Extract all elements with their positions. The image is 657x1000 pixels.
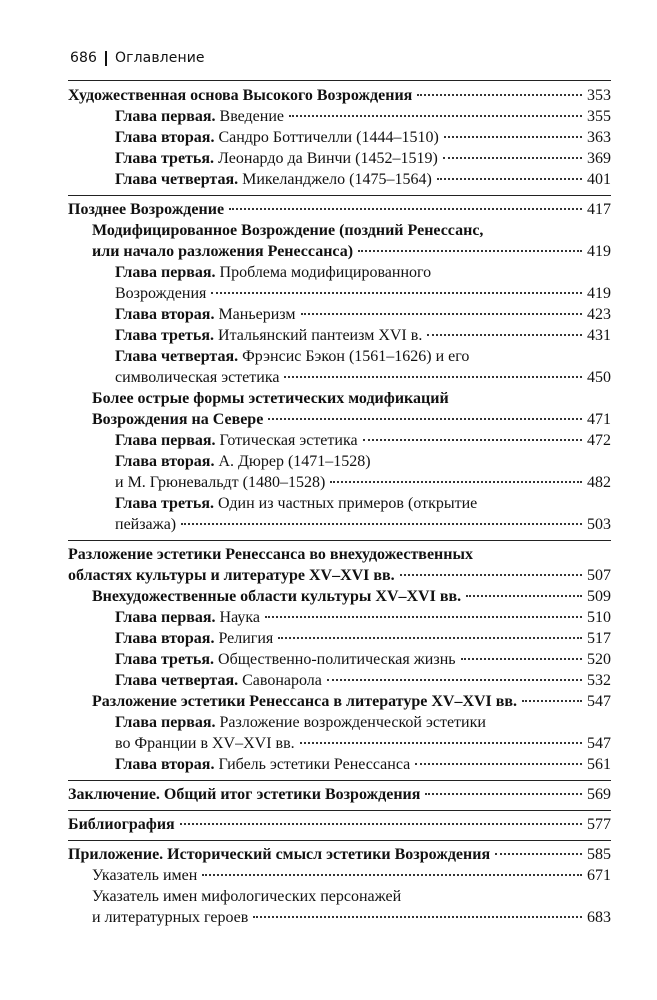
- toc-entry: [68, 451, 611, 472]
- toc-entry-heading: или начало разложения Ренессанса): [92, 243, 354, 260]
- toc-page-number: 683: [587, 909, 611, 926]
- toc-entry-title: [68, 85, 412, 106]
- toc-entry-title: [92, 241, 353, 262]
- toc-entry-heading: Приложение. Исторический смысл эстетики Возрождения: [68, 846, 491, 863]
- dot-leader: [278, 637, 582, 639]
- toc-entry-title: [92, 907, 248, 928]
- toc-entry-heading: Глава первая.: [115, 108, 216, 125]
- toc-entry-heading: Глава вторая.: [115, 453, 215, 470]
- toc-page-number: 472: [587, 432, 611, 449]
- toc-entry-heading: Глава первая.: [115, 609, 216, 626]
- toc-entry-title: [92, 220, 483, 241]
- dot-leader: [425, 793, 582, 795]
- toc-entry-heading: Глава вторая.: [115, 756, 215, 773]
- toc-page-number: 561: [587, 756, 611, 773]
- toc-entry-title: [115, 670, 322, 691]
- toc-entry-title: [115, 514, 176, 535]
- dot-leader: [327, 679, 582, 681]
- toc-entry-heading: Разложение эстетики Ренессанса в литературе XV–XVI вв.: [92, 693, 518, 710]
- toc-page-number: 509: [587, 588, 611, 605]
- toc-section: [68, 80, 611, 195]
- toc-entry: [68, 712, 611, 733]
- toc-section: [68, 810, 611, 840]
- toc-page-number: 423: [587, 306, 611, 323]
- toc-entry-heading: Глава вторая.: [115, 129, 215, 146]
- toc-entry: [68, 346, 611, 367]
- toc-entry-title: [92, 388, 449, 409]
- toc-page-number: 503: [587, 516, 611, 533]
- toc-entry: [68, 649, 611, 670]
- toc-entry: [68, 784, 611, 805]
- dot-leader: [300, 742, 582, 744]
- dot-leader: [253, 916, 582, 918]
- page-number: 686: [70, 50, 98, 66]
- toc-page-number: 671: [587, 867, 611, 884]
- toc-entry: [68, 85, 611, 106]
- toc-page-number: 577: [587, 816, 611, 833]
- dot-leader: [417, 94, 582, 96]
- dot-leader: [461, 658, 582, 660]
- toc-entry: [68, 733, 611, 754]
- toc-entry-title: [68, 565, 395, 586]
- toc-entry-title: [92, 886, 401, 907]
- toc-entry-title: [115, 712, 486, 733]
- toc-entry-title: [68, 784, 420, 805]
- toc-page-number: 547: [587, 735, 611, 752]
- toc-entry-text: Итальянский пантеизм XVI в.: [214, 327, 423, 344]
- toc-entry-heading: Глава третья.: [115, 495, 215, 512]
- toc-entry-heading: Модифицированное Возрождение (поздний Ренессанс,: [92, 222, 484, 239]
- toc-entry-title: [92, 586, 461, 607]
- toc-entry-text: Леонардо да Винчи (1452–1519): [214, 150, 438, 167]
- toc-entry-heading: Позднее Возрождение: [68, 201, 225, 218]
- toc-entry-text: и М. Грюневальдт (1480–1528): [115, 474, 326, 491]
- toc-entry-heading: Глава четвертая.: [115, 672, 239, 689]
- toc-page-number: 353: [587, 87, 611, 104]
- dot-leader: [358, 250, 582, 252]
- toc-entry-title: [115, 106, 284, 127]
- toc-entry: [68, 907, 611, 928]
- toc-entry-text: Наука: [215, 609, 260, 626]
- toc-entry-title: [92, 865, 197, 886]
- dot-leader: [229, 208, 582, 210]
- toc-entry: [68, 367, 611, 388]
- toc-entry-title: [115, 628, 273, 649]
- toc-page-number: 401: [587, 171, 611, 188]
- dot-leader: [265, 616, 582, 618]
- toc-page-number: 471: [587, 411, 611, 428]
- toc-entry-heading: Глава третья.: [115, 150, 215, 167]
- toc-entry-title: [115, 430, 358, 451]
- toc-page-number: 355: [587, 108, 611, 125]
- dot-leader: [301, 313, 582, 315]
- toc-entry-heading: Глава четвертая.: [115, 171, 239, 188]
- toc-page-number: 419: [587, 285, 611, 302]
- toc-entry-text: А. Дюрер (1471–1528): [214, 453, 371, 470]
- toc-entry: [68, 670, 611, 691]
- toc-entry-title: [115, 325, 422, 346]
- toc-section: [68, 540, 611, 780]
- toc-entry-title: [92, 409, 263, 430]
- toc-page-number: 569: [587, 786, 611, 803]
- toc-entry-text: Введение: [215, 108, 285, 125]
- toc-entry-title: [115, 346, 469, 367]
- toc-entry-heading: Возрождения на Севере: [92, 411, 264, 428]
- toc-entry-text: Разложение возрожденческой эстетики: [215, 714, 486, 731]
- dot-leader: [495, 853, 582, 855]
- toc-entry-title: [115, 283, 206, 304]
- toc-entry: [68, 754, 611, 775]
- toc-entry-text: Сандро Боттичелли (1444–1510): [214, 129, 439, 146]
- toc-entry: [68, 586, 611, 607]
- toc-page-number: 369: [587, 150, 611, 167]
- dot-leader: [284, 376, 582, 378]
- toc-entry: [68, 844, 611, 865]
- toc-page-number: 482: [587, 474, 611, 491]
- toc-entry-heading: Глава вторая.: [115, 630, 215, 647]
- toc-entry-title: [92, 691, 517, 712]
- toc-entry: [68, 472, 611, 493]
- toc-entry: [68, 409, 611, 430]
- toc-entry-title: [68, 199, 224, 220]
- toc-entry: [68, 262, 611, 283]
- dot-leader: [181, 523, 582, 525]
- toc-entry-heading: Заключение. Общий итог эстетики Возрождения: [68, 786, 421, 803]
- toc-entry-title: [115, 367, 279, 388]
- toc-entry-text: и литературных героев: [92, 909, 249, 926]
- toc-entry: [68, 430, 611, 451]
- toc-page-number: 510: [587, 609, 611, 626]
- toc-entry: [68, 148, 611, 169]
- toc-entry-title: [68, 814, 175, 835]
- toc-page-number: 532: [587, 672, 611, 689]
- toc-entry: [68, 565, 611, 586]
- toc-entry-text: Гибель эстетики Ренессанса: [214, 756, 411, 773]
- dot-leader: [466, 595, 582, 597]
- toc-entry: [68, 304, 611, 325]
- toc-page-number: 517: [587, 630, 611, 647]
- toc-entry: [68, 865, 611, 886]
- toc-entry-title: [115, 493, 477, 514]
- toc-entry-heading: Глава первая.: [115, 432, 216, 449]
- toc-entry: [68, 127, 611, 148]
- toc-entry: [68, 199, 611, 220]
- toc-page-number: 585: [587, 846, 611, 863]
- toc-entry-title: [115, 304, 296, 325]
- toc-entry-text: Фрэнсис Бэкон (1561–1626) и его: [238, 348, 470, 365]
- toc-page-number: 363: [587, 129, 611, 146]
- toc-section: [68, 780, 611, 810]
- dot-leader: [289, 115, 582, 117]
- dot-leader: [415, 763, 582, 765]
- toc-entry-heading: Глава вторая.: [115, 306, 215, 323]
- toc-page-number: 419: [587, 243, 611, 260]
- dot-leader: [443, 157, 582, 159]
- toc-entry-text: Микеланджело (1475–1564): [238, 171, 432, 188]
- toc-entry-title: [115, 169, 432, 190]
- toc-section: [68, 195, 611, 540]
- toc-entry-text: Общественно-политическая жизнь: [214, 651, 456, 668]
- toc-entry: [68, 241, 611, 262]
- toc-entry: [68, 514, 611, 535]
- toc-entry: [68, 493, 611, 514]
- toc-entry-text: Проблема модифицированного: [215, 264, 432, 281]
- toc-entry-title: [115, 451, 371, 472]
- toc-page-number: 450: [587, 369, 611, 386]
- toc-entry-text: Возрождения: [115, 285, 207, 302]
- toc-entry-text: пейзажа): [115, 516, 177, 533]
- toc-entry: [68, 607, 611, 628]
- toc-entry: [68, 544, 611, 565]
- toc-entry: [68, 814, 611, 835]
- toc-entry-text: Один из частных примеров (открытие: [214, 495, 478, 512]
- table-of-contents: [68, 80, 611, 933]
- toc-entry-text: символическая эстетика: [115, 369, 280, 386]
- toc-entry: [68, 283, 611, 304]
- toc-entry-title: [115, 472, 325, 493]
- toc-entry-title: [115, 148, 438, 169]
- dot-leader: [400, 574, 582, 576]
- toc-entry-text: Маньеризм: [214, 306, 296, 323]
- toc-entry: [68, 106, 611, 127]
- dot-leader: [427, 334, 582, 336]
- dot-leader: [330, 481, 582, 483]
- toc-entry-text: Савонарола: [238, 672, 322, 689]
- toc-entry-text: Указатель имен: [92, 867, 198, 884]
- toc-entry: [68, 886, 611, 907]
- dot-leader: [211, 292, 582, 294]
- toc-entry-heading: Глава третья.: [115, 327, 215, 344]
- toc-entry: [68, 169, 611, 190]
- toc-entry-heading: Глава четвертая.: [115, 348, 239, 365]
- dot-leader: [268, 418, 582, 420]
- toc-page-number: 507: [587, 567, 611, 584]
- toc-entry-heading: Глава первая.: [115, 264, 216, 281]
- running-head: [70, 50, 205, 66]
- toc-entry-heading: Глава первая.: [115, 714, 216, 731]
- toc-entry-heading: Более острые формы эстетических модификаций: [92, 390, 449, 407]
- toc-page-number: 547: [587, 693, 611, 710]
- toc-entry-title: [115, 127, 439, 148]
- toc-entry-text: во Франции в XV–XVI вв.: [115, 735, 295, 752]
- header-divider: [105, 51, 107, 66]
- dot-leader: [180, 823, 582, 825]
- toc-entry-title: [115, 607, 260, 628]
- toc-entry: [68, 628, 611, 649]
- toc-entry-title: [68, 844, 490, 865]
- toc-entry: [68, 325, 611, 346]
- dot-leader: [522, 700, 582, 702]
- dot-leader: [437, 178, 582, 180]
- toc-section: [68, 840, 611, 933]
- toc-entry-text: Указатель имен мифологических персонажей: [92, 888, 402, 905]
- toc-entry-title: [115, 733, 295, 754]
- toc-entry-heading: Разложение эстетики Ренессанса во внехудожественных: [68, 546, 473, 563]
- running-title: Оглавление: [115, 50, 205, 66]
- toc-entry-title: [115, 262, 431, 283]
- toc-entry-text: Религия: [214, 630, 274, 647]
- dot-leader: [444, 136, 582, 138]
- toc-entry-title: [115, 754, 410, 775]
- toc-entry-heading: Художественная основа Высокого Возрождения: [68, 87, 413, 104]
- toc-entry-text: Готическая эстетика: [215, 432, 358, 449]
- toc-entry-title: [115, 649, 456, 670]
- dot-leader: [202, 874, 582, 876]
- toc-page-number: 417: [587, 201, 611, 218]
- toc-entry-heading: Глава третья.: [115, 651, 215, 668]
- toc-page-number: 431: [587, 327, 611, 344]
- toc-entry-heading: Внехудожественные области культуры XV–XVI вв.: [92, 588, 462, 605]
- toc-entry: [68, 691, 611, 712]
- toc-entry-heading: Библиография: [68, 816, 175, 833]
- toc-page-number: 520: [587, 651, 611, 668]
- toc-entry-title: [68, 544, 473, 565]
- toc-entry-heading: областях культуры и литературе XV–XVI вв.: [68, 567, 395, 584]
- dot-leader: [363, 439, 582, 441]
- toc-entry: [68, 388, 611, 409]
- toc-entry: [68, 220, 611, 241]
